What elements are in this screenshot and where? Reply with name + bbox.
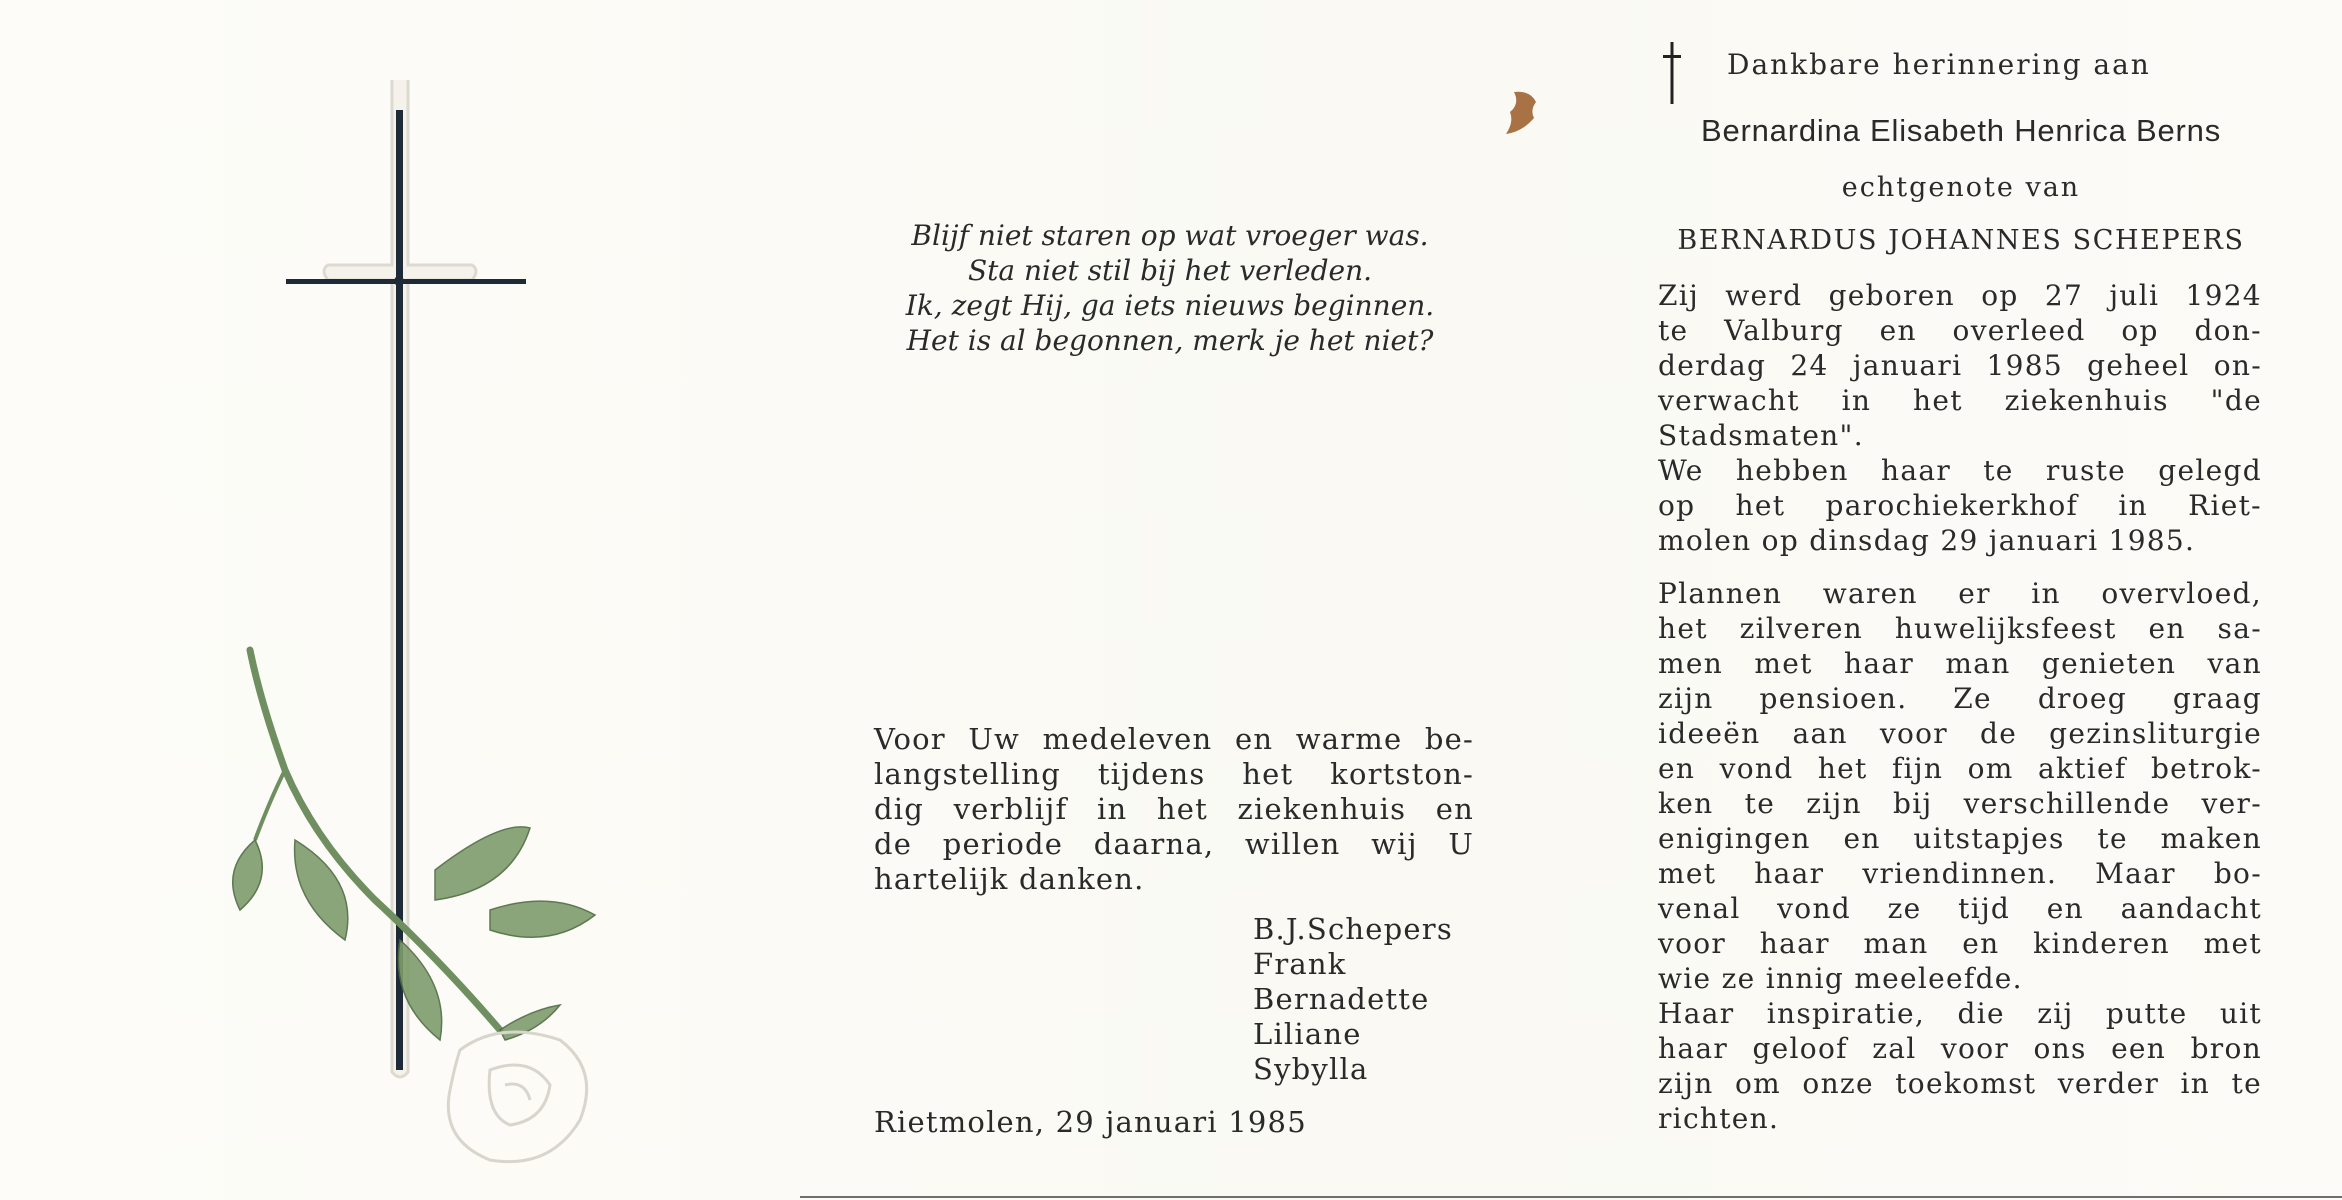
word: aktief [2037, 752, 2127, 785]
deceased-name: Bernardina Elisabeth Henrica Berns [1700, 113, 2222, 148]
word: medeleven [1042, 722, 1213, 756]
word: uit [2219, 997, 2262, 1030]
word: haar [1881, 454, 1952, 487]
word: venal [1658, 892, 1741, 925]
word: sa- [2217, 612, 2262, 645]
cross-icon [1661, 42, 1683, 104]
word: juli [2109, 279, 2160, 312]
word: on- [2213, 349, 2262, 382]
signatory: Liliane [1253, 1017, 1362, 1051]
word: met [2203, 927, 2262, 960]
word: en [1843, 822, 1881, 855]
word: parochiekerkhof [1825, 489, 2079, 522]
signatory: Bernadette [1253, 982, 1430, 1016]
bio-line [1658, 278, 2262, 313]
word: be- [1424, 722, 1474, 756]
bio-line: Stadsmaten". [1658, 419, 1864, 452]
word: van [2207, 647, 2262, 680]
header-title: Dankbare herinnering aan [1727, 48, 2151, 81]
word: op [1658, 489, 1696, 522]
word: ziekenhuis [1237, 792, 1407, 826]
word: kortston- [1330, 757, 1474, 791]
word: droeg [2037, 682, 2127, 715]
poem-line: Sta niet stil bij het verleden. [967, 254, 1373, 287]
word: bo- [2213, 857, 2262, 890]
word: haar [1658, 1032, 1729, 1065]
word: op [1981, 279, 2019, 312]
word: met [1658, 857, 1717, 890]
bio-line [1658, 313, 2262, 348]
word: en [2046, 892, 2084, 925]
word: verblijf [953, 792, 1068, 826]
word: in [1096, 792, 1128, 826]
word: geheel [2087, 349, 2190, 382]
word: verwacht [1658, 384, 1800, 417]
word: ze [1887, 892, 1922, 925]
word: dig [874, 792, 925, 826]
word: het [1242, 757, 1294, 791]
word: het [1658, 612, 1708, 645]
word: Ze [1953, 682, 1992, 715]
word: hebben [1735, 454, 1849, 487]
word: te [2231, 1067, 2262, 1100]
word: toekomst [1895, 1067, 2037, 1100]
tribute-line [1658, 856, 2262, 891]
word: om [1735, 1067, 1782, 1100]
word: de [874, 827, 913, 861]
tribute-line [1658, 821, 2262, 856]
thanks-paragraph [874, 722, 1474, 897]
word: voor [1879, 717, 1948, 750]
word: geloof [1752, 1032, 1848, 1065]
word: "de [2210, 384, 2262, 417]
word: Zij [1658, 279, 1699, 312]
tribute-line [1658, 611, 2262, 646]
word: U [1448, 827, 1474, 861]
word: uitstapjes [1913, 822, 2065, 855]
word: pensioen. [1759, 682, 1908, 715]
word: tijdens [1097, 757, 1206, 791]
bio-line [1658, 453, 2262, 488]
word: We [1658, 454, 1704, 487]
word: voor [1658, 927, 1727, 960]
tribute-line [1658, 926, 2262, 961]
word: zal [1872, 1032, 1917, 1065]
word: het [1913, 384, 1963, 417]
word: een [2111, 1032, 2167, 1065]
word: maken [2160, 822, 2262, 855]
rust-stain [1500, 88, 1542, 138]
word: op [2121, 314, 2159, 347]
word: en [2148, 612, 2186, 645]
word: te [1983, 454, 2014, 487]
word: het [1817, 752, 1868, 785]
word: te [1744, 787, 1776, 820]
word: tijd [1958, 892, 2011, 925]
tribute-paragraph [1658, 576, 2262, 1136]
word: zij [2037, 997, 2074, 1030]
fold-line [800, 1196, 2342, 1198]
spouse-name: BERNARDUS JOHANNES SCHEPERS [1677, 225, 2245, 256]
cross-horizontal [286, 279, 526, 284]
tribute-line [1658, 786, 2262, 821]
word: bron [2190, 1032, 2262, 1065]
word: om [1967, 752, 2014, 785]
tribute-line [1658, 891, 2262, 926]
word: 24 [1790, 349, 1829, 382]
word: enigingen [1658, 822, 1811, 855]
word: kinderen [2033, 927, 2171, 960]
word: zijn [1658, 1067, 1714, 1100]
word: langstelling [874, 757, 1061, 791]
rose-stem [250, 650, 500, 1030]
word: gezinsliturgie [2049, 717, 2262, 750]
tribute-line [1658, 1066, 2262, 1101]
word: met [1754, 647, 1813, 680]
word: de [1979, 717, 2018, 750]
word: graag [2172, 682, 2262, 715]
word: Voor [874, 722, 946, 756]
word: 1924 [2185, 279, 2262, 312]
word: periode [942, 827, 1064, 861]
word: vriendinnen. [1862, 857, 2058, 890]
word: huwelijksfeest [1894, 612, 2117, 645]
word: en [1962, 927, 2000, 960]
word: er [1958, 577, 1991, 610]
word: ideeën [1658, 717, 1761, 750]
word: zilveren [1739, 612, 1864, 645]
word: man [1863, 927, 1929, 960]
word: verder [2057, 1067, 2160, 1100]
word: Haar [1658, 997, 1735, 1030]
word: gelegd [2158, 454, 2262, 487]
tribute-line [1658, 996, 2262, 1031]
word: en [1234, 722, 1274, 756]
white-rose [448, 1032, 586, 1162]
word: haar [1759, 927, 1830, 960]
word: daarna, [1093, 827, 1215, 861]
word: betrok- [2150, 752, 2262, 785]
word: ver- [2201, 787, 2262, 820]
word: 27 [2044, 279, 2084, 312]
word: man [1945, 647, 2011, 680]
word: en [1435, 792, 1474, 826]
signatory: Sybylla [1253, 1052, 1369, 1086]
word: putte [2105, 997, 2188, 1030]
bio-line [1658, 383, 2262, 418]
tribute-line [1658, 646, 2262, 681]
bio-line [1658, 348, 2262, 383]
tribute-line: richten. [1658, 1102, 1780, 1135]
word: verschillende [1963, 787, 2171, 820]
bio-line [1658, 488, 2262, 523]
word: haar [1844, 647, 1915, 680]
word: bij [1893, 787, 1933, 820]
thanks-line [874, 757, 1474, 792]
word: zijn [1806, 787, 1862, 820]
tribute-line [1658, 716, 2262, 751]
word: werd [1725, 279, 1803, 312]
poem-line: Het is al begonnen, merk je het niet? [906, 324, 1434, 357]
word: genieten [2041, 647, 2177, 680]
word: wij [1371, 827, 1418, 861]
word: aan [1792, 717, 1848, 750]
word: vond [1719, 752, 1794, 785]
word: derdag [1658, 349, 1767, 382]
word: Valburg [1724, 314, 1844, 347]
word: Maar [2095, 857, 2176, 890]
word: voor [1940, 1032, 2010, 1065]
word: in [2031, 577, 2061, 610]
thanks-line: hartelijk danken. [874, 862, 1145, 896]
word: onze [1802, 1067, 1874, 1100]
word: ziekenhuis [2004, 384, 2169, 417]
word: in [1841, 384, 1872, 417]
cross-with-rose-illustration [200, 80, 680, 1190]
biography-paragraph [1658, 278, 2262, 558]
word: ons [2033, 1032, 2087, 1065]
signatory: B.J.Schepers [1253, 912, 1453, 946]
bio-line: molen op dinsdag 29 januari 1985. [1658, 524, 2196, 557]
word: ken [1658, 787, 1714, 820]
word: haar [1754, 857, 1825, 890]
word: don- [2194, 314, 2262, 347]
tribute-line [1658, 681, 2262, 716]
word: januari [1852, 349, 1963, 382]
word: zijn [1658, 682, 1714, 715]
word: en [1658, 752, 1696, 785]
word: het [1735, 489, 1786, 522]
word: Riet- [2188, 489, 2262, 522]
word: Uw [968, 722, 1021, 756]
word: willen [1244, 827, 1341, 861]
signatories [1253, 912, 1453, 1087]
word: vond [1777, 892, 1852, 925]
tribute-line [1658, 1031, 2262, 1066]
word: inspiratie, [1766, 997, 1926, 1030]
spouse-intro: echtgenote van [1841, 172, 2081, 203]
thanks-line [874, 792, 1474, 827]
poem-line: Blijf niet staren op wat vroeger was. [911, 219, 1429, 252]
word: en [1879, 314, 1917, 347]
word: die [1957, 997, 2005, 1030]
word: aandacht [2120, 892, 2262, 925]
word: Plannen [1658, 577, 1783, 610]
thanks-line [874, 827, 1474, 862]
word: te [1658, 314, 1689, 347]
tribute-line [1658, 751, 2262, 786]
word: geboren [1828, 279, 1955, 312]
word: warme [1295, 722, 1403, 756]
word: waren [1822, 577, 1918, 610]
word: het [1156, 792, 1208, 826]
word: fijn [1891, 752, 1944, 785]
poem [850, 218, 1490, 358]
word: men [1658, 647, 1724, 680]
signatory: Frank [1253, 947, 1347, 981]
place-date: Rietmolen, 29 januari 1985 [874, 1105, 1307, 1139]
thanks-line [874, 722, 1474, 757]
poem-line: Ik, zegt Hij, ga iets nieuws beginnen. [905, 289, 1435, 322]
word: te [2097, 822, 2128, 855]
word: ruste [2045, 454, 2127, 487]
tribute-line: wie ze innig meeleefde. [1658, 962, 2023, 995]
word: 1985 [1986, 349, 2063, 382]
word: overvloed, [2101, 577, 2262, 610]
word: in [2180, 1067, 2211, 1100]
word: overleed [1952, 314, 2086, 347]
tribute-line [1658, 576, 2262, 611]
word: in [2118, 489, 2148, 522]
